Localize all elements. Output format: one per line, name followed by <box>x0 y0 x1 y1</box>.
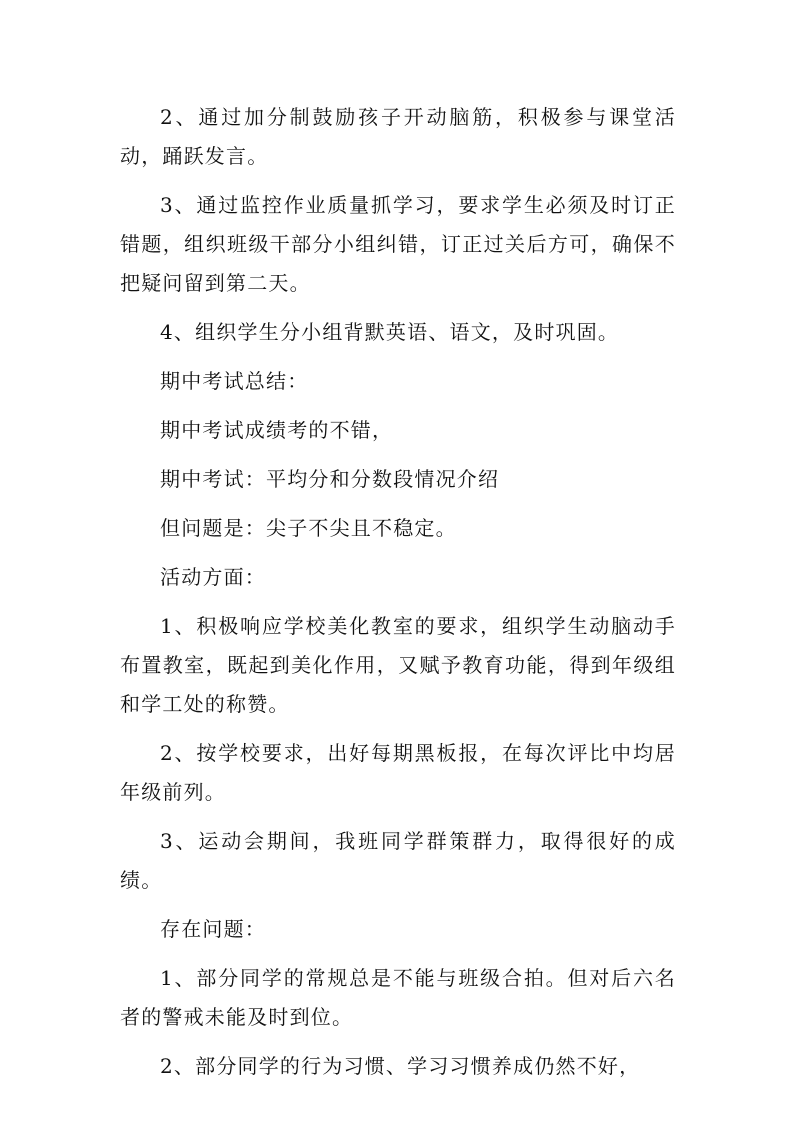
paragraph-method-2: 2、通过加分制鼓励孩子开动脑筋，积极参与课堂活动，踊跃发言。 <box>120 105 676 168</box>
paragraph-midterm-problem: 但问题是：尖子不尖且不稳定。 <box>160 516 457 540</box>
paragraph-method-4: 4、组织学生分小组背默英语、语文，及时巩固。 <box>160 320 620 344</box>
paragraph-activity-1: 1、积极响应学校美化教室的要求，组织学生动脑动手布置教室，既起到美化作用，又赋予教育功能，得到年级组和学工处的称赞。 <box>120 614 676 716</box>
heading-existing-problems: 存在问题： <box>160 917 266 941</box>
document-body <box>120 98 676 1086</box>
paragraph-midterm-stats: 期中考试：平均分和分数段情况介绍 <box>160 467 500 491</box>
paragraph-activity-3: 3、运动会期间，我班同学群策群力，取得很好的成绩。 <box>120 829 676 892</box>
heading-activities: 活动方面： <box>160 565 266 589</box>
paragraph-method-3: 3、通过监控作业质量抓学习，要求学生必须及时订正错题，组织班级干部分小组纠错，订正过关后方可，确保不把疑问留到第二天。 <box>120 193 676 295</box>
heading-midterm-summary: 期中考试总结： <box>160 369 309 393</box>
paragraph-problem-2: 2、部分同学的行为习惯、学习习惯养成仍然不好， <box>160 1054 641 1078</box>
paragraph-midterm-result: 期中考试成绩考的不错， <box>160 418 394 442</box>
paragraph-activity-2: 2、按学校要求，出好每期黑板报，在每次评比中均居年级前列。 <box>120 741 676 804</box>
paragraph-problem-1: 1、部分同学的常规总是不能与班级合拍。但对后六名者的警戒未能及时到位。 <box>120 966 676 1029</box>
